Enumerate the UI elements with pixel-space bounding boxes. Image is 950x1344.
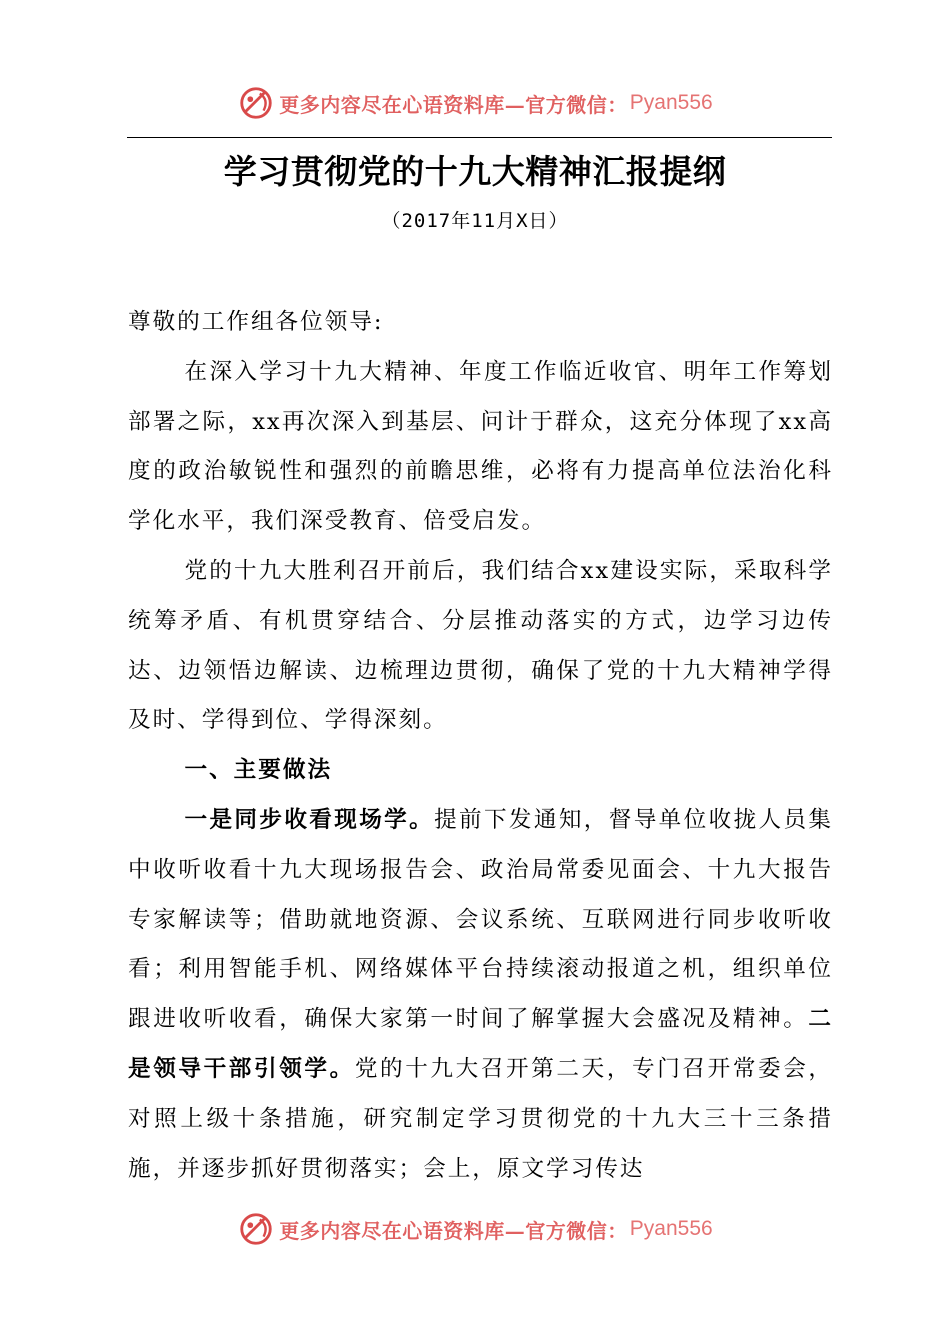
watermark-account: Pyan556 bbox=[629, 1217, 713, 1240]
point-2-text: 党的十九大召开第二天，专门召开常委会，对照上级十条措施，研究制定学习贯彻党的十九大三十三条措施，并逐步抓好贯彻落实；会上，原文学习传达 bbox=[128, 1055, 834, 1182]
document-body bbox=[128, 298, 833, 1194]
paragraph-3 bbox=[128, 796, 833, 1194]
point-1-text: 提前下发通知，督导单位收拢人员集中收听收看十九大现场报告会、政治局常委见面会、十九大报告专家解读等；借助就地资源、会议系统、互联网进行同步收听收看；利用智能手机、网络媒体平台持续滚动报道之机，组织单位跟进收听收看，确保大家第一时间了解掌握大会盛况及精神。 bbox=[128, 806, 833, 1033]
logo-icon bbox=[237, 1210, 275, 1248]
paragraph-2: 党的十九大胜利召开前后，我们结合xx建设实际，采取科学统筹矛盾、有机贯穿结合、分层推动落实的方式，边学习边传达、边领悟边解读、边梳理边贯彻，确保了党的十九大精神学得及时、学得到位、学得深刻。 bbox=[128, 557, 833, 734]
point-1-lead: 一是同步收看现场学。 bbox=[184, 806, 435, 833]
document-date: （2017年11月X日） bbox=[381, 210, 569, 232]
watermark-account: Pyan556 bbox=[629, 91, 713, 114]
logo-icon bbox=[237, 84, 275, 122]
section-heading: 一、主要做法 bbox=[184, 757, 333, 784]
watermark-footer bbox=[0, 1210, 950, 1248]
watermark-header bbox=[0, 84, 950, 122]
watermark-text: 更多内容尽在心语资料库—官方微信： bbox=[279, 92, 628, 117]
paragraph-1: 在深入学习十九大精神、年度工作临近收官、明年工作筹划部署之际，xx再次深入到基层、问计于群众，这充分体现了xx高度的政治敏锐性和强烈的前瞻思维，必将有力提高单位法治化科学化水平，我们深受教育、倍受启发。 bbox=[128, 358, 833, 535]
header-rule bbox=[127, 137, 832, 138]
point-2-lead: 二是领导干部引领学。 bbox=[128, 1006, 833, 1082]
watermark-text: 更多内容尽在心语资料库—官方微信： bbox=[279, 1218, 628, 1243]
document-title: 学习贯彻党的十九大精神汇报提纲 bbox=[223, 152, 727, 191]
salutation: 尊敬的工作组各位领导: bbox=[128, 309, 384, 335]
